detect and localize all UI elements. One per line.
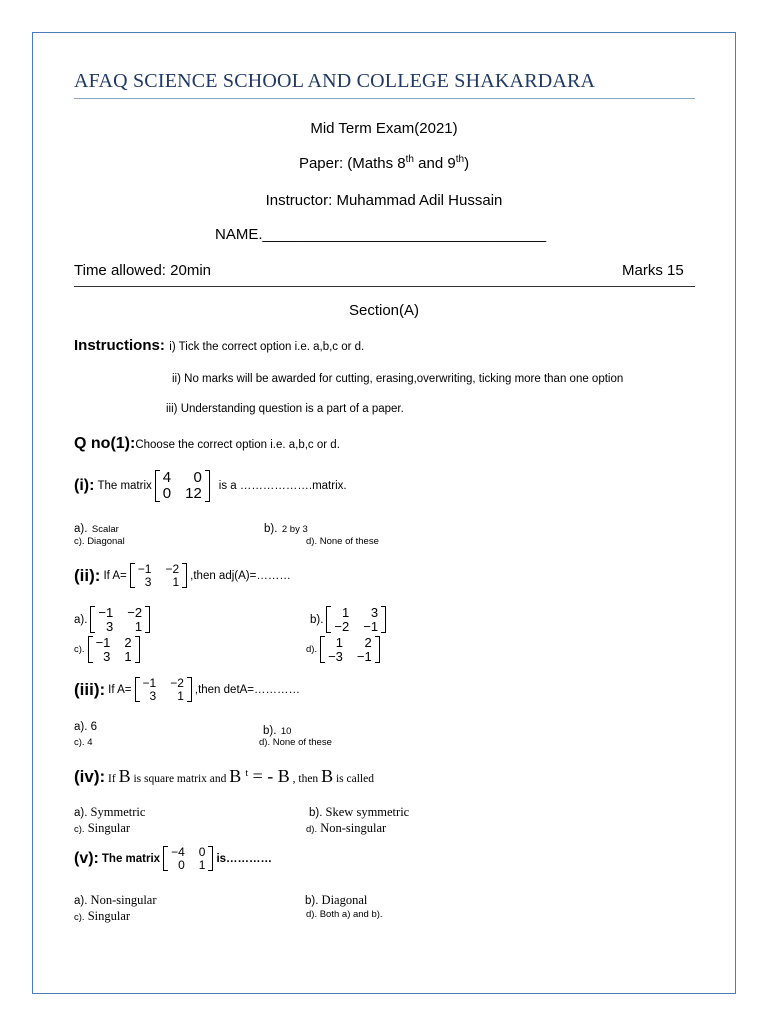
option-matrix — [88, 636, 140, 663]
option-matrix — [326, 606, 386, 633]
question-v-number: (v): — [74, 849, 99, 867]
matrix-v — [163, 846, 213, 871]
header-rule — [74, 286, 695, 287]
question-v-post: is………… — [216, 852, 273, 865]
question-iv-text: is called — [333, 773, 374, 785]
question-iv-number: (iv): — [74, 767, 106, 786]
symbol-b: B — [118, 766, 131, 786]
question-iv-text: , then — [289, 773, 322, 785]
header-divider — [74, 98, 695, 99]
paper-sup-2: th — [455, 154, 465, 165]
option-ii-a[interactable] — [74, 606, 150, 633]
option-iii-a[interactable]: a). 6 — [74, 721, 98, 733]
question-iii-post: ,then detA=………… — [194, 683, 301, 696]
paper-mid: and 9 — [414, 155, 456, 172]
matrix-ii — [130, 563, 187, 588]
matrix-cell: −3 — [328, 648, 343, 664]
question-iii-number: (iii): — [74, 679, 106, 699]
option-label: c). — [74, 824, 85, 835]
option-i-c[interactable]: c). Diagonal — [74, 536, 125, 547]
matrix-cell: 1 — [342, 605, 350, 620]
matrix-cell: 1 — [134, 618, 143, 634]
matrix-cell: 2 — [124, 635, 132, 650]
time-allowed: Time allowed: 20min — [74, 262, 211, 279]
option-text: Singular — [84, 821, 131, 835]
question-iii — [74, 677, 300, 702]
option-v-c[interactable] — [74, 907, 130, 925]
matrix-cell: 0 — [162, 484, 172, 502]
matrix-i — [155, 470, 210, 502]
question-iii-pre: If A= — [108, 683, 132, 696]
option-ii-b[interactable] — [310, 606, 386, 633]
matrix-cell: 0 — [193, 469, 202, 486]
matrix-cell: −2 — [127, 605, 143, 620]
question-v — [74, 846, 272, 871]
option-iii-d[interactable]: d). None of these — [259, 737, 332, 748]
matrix-cell: −1 — [137, 562, 152, 576]
school-name: AFAQ SCIENCE SCHOOL AND COLLEGE SHAKARDARA — [74, 70, 596, 92]
question-iv-text: If — [105, 773, 119, 785]
paper-line — [0, 154, 768, 172]
matrix-cell: −2 — [165, 562, 180, 576]
option-label: b). — [305, 895, 319, 907]
option-text: Scalar — [91, 524, 119, 535]
question-i-post: is a ……………….matrix. — [218, 479, 347, 492]
matrix-cell: 4 — [162, 469, 172, 486]
matrix-cell: 3 — [144, 574, 152, 589]
matrix-cell: 2 — [364, 635, 372, 650]
matrix-cell: 3 — [370, 605, 379, 620]
question-iv — [74, 766, 374, 787]
matrix-cell: 1 — [172, 574, 180, 589]
option-text: Skew symmetric — [322, 805, 410, 819]
instruction-3: iii) Understanding question is a part of a paper. — [166, 403, 404, 415]
equation: = - B — [248, 766, 290, 786]
option-i-a[interactable] — [74, 519, 119, 537]
matrix-cell: 1 — [177, 688, 184, 703]
q1-label: Q no(1): — [74, 435, 136, 452]
matrix-cell: 1 — [335, 635, 343, 650]
matrix-cell: −2 — [170, 676, 184, 690]
matrix-cell: −4 — [171, 845, 185, 859]
instruction-1: i) Tick the correct option i.e. a,b,c or d. — [169, 341, 365, 353]
option-label: d). — [306, 824, 318, 835]
option-label: b). — [263, 725, 277, 737]
matrix-cell: −2 — [334, 618, 350, 634]
section-title: Section(A) — [348, 302, 420, 319]
option-ii-d[interactable] — [306, 636, 380, 663]
transpose-sup: t — [245, 767, 249, 779]
question-v-pre: The matrix — [101, 852, 161, 865]
option-i-b[interactable] — [264, 519, 308, 537]
paper-suffix: ) — [464, 155, 470, 172]
option-text: 10 — [280, 726, 292, 737]
matrix-cell: −1 — [98, 605, 114, 620]
instructions-block — [74, 337, 364, 355]
option-label: b). — [264, 523, 278, 535]
option-v-d[interactable]: d). Both a) and b). — [306, 909, 383, 920]
paper-sup-1: th — [405, 154, 414, 165]
paper-prefix: Paper: (Maths 8 — [298, 155, 406, 172]
matrix-cell: 3 — [106, 618, 114, 634]
question-iv-text: is square matrix and — [130, 773, 230, 785]
q1-heading — [74, 435, 340, 453]
option-label: c). — [74, 912, 85, 923]
matrix-cell: 0 — [198, 845, 206, 859]
option-label: b). — [310, 613, 324, 626]
matrix-cell: −1 — [363, 618, 379, 634]
option-i-d[interactable]: d). None of these — [306, 536, 379, 547]
option-label: a). — [74, 523, 88, 535]
option-label: a). — [74, 613, 88, 626]
matrix-cell: 12 — [185, 484, 202, 502]
option-matrix — [320, 636, 380, 663]
option-ii-c[interactable] — [74, 636, 140, 663]
option-v-b[interactable] — [305, 891, 367, 909]
question-i-pre: The matrix — [97, 479, 152, 492]
q1-prompt: Choose the correct option i.e. a,b,c or d. — [135, 439, 340, 451]
exam-title: Mid Term Exam(2021) — [310, 120, 458, 137]
matrix-cell: −1 — [95, 635, 111, 650]
option-text: Symmetric — [87, 805, 146, 819]
option-iv-d[interactable] — [306, 819, 386, 837]
option-label: b). — [309, 807, 323, 819]
option-label: c). — [74, 644, 85, 656]
matrix-cell: 3 — [103, 648, 111, 664]
option-label: d). — [306, 644, 318, 656]
option-text: 2 by 3 — [281, 524, 308, 535]
option-matrix — [90, 606, 150, 633]
matrix-cell: 1 — [124, 648, 132, 664]
instructions-label: Instructions: — [74, 337, 165, 354]
question-i-number: (i): — [74, 476, 95, 494]
option-label: a). — [74, 895, 88, 907]
name-field[interactable]: NAME.__________________________________ — [215, 226, 547, 243]
symbol-b: B — [321, 766, 334, 786]
option-iv-c[interactable] — [74, 819, 130, 837]
question-ii-pre: If A= — [103, 569, 127, 582]
option-text: Singular — [84, 909, 131, 923]
symbol-b: B — [229, 766, 242, 786]
option-text: Non-singular — [87, 893, 157, 907]
instruction-2: ii) No marks will be awarded for cutting, erasing,overwriting, ticking more than one option — [172, 373, 624, 385]
question-ii-post: ,then adj(A)=……… — [190, 569, 291, 582]
marks-total: Marks 15 — [622, 262, 684, 279]
matrix-cell: 1 — [198, 857, 206, 872]
question-i — [74, 470, 347, 502]
option-label: a). — [74, 807, 88, 819]
matrix-cell: 3 — [149, 688, 157, 703]
matrix-cell: −1 — [356, 648, 372, 664]
instructor-line: Instructor: Muhammad Adil Hussain — [265, 192, 503, 209]
option-iii-c[interactable]: c). 4 — [74, 737, 93, 748]
matrix-cell: 0 — [178, 857, 185, 872]
question-ii-number: (ii): — [74, 565, 101, 585]
option-text: Diagonal — [318, 893, 368, 907]
question-ii — [74, 563, 291, 588]
matrix-iii — [135, 677, 192, 702]
matrix-cell: −1 — [142, 676, 157, 690]
option-text: Non-singular — [317, 821, 387, 835]
